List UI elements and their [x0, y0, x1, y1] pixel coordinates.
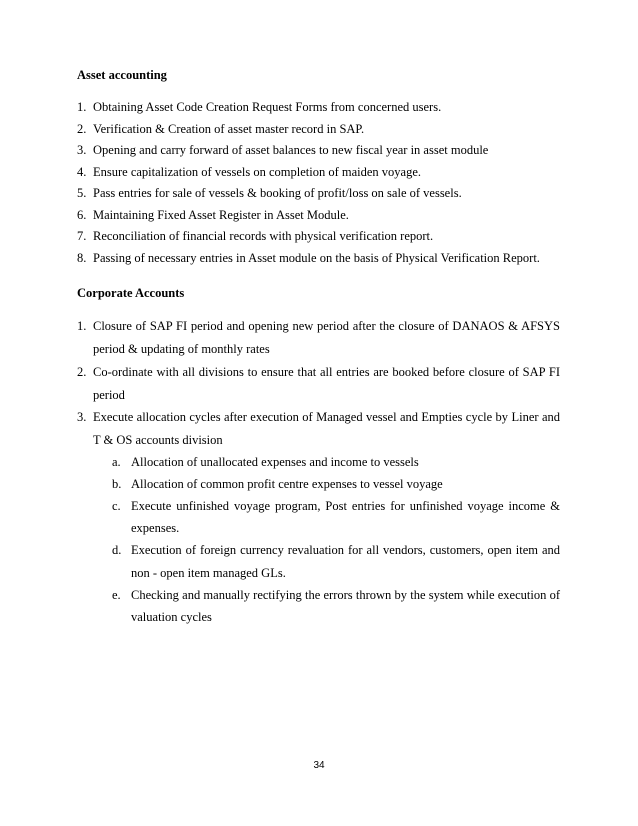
- sub-item-letter: b.: [112, 477, 122, 491]
- item-number: 1.: [77, 100, 87, 114]
- item-text: Maintaining Fixed Asset Register in Asset Module.: [93, 207, 349, 222]
- item-number: 1.: [77, 319, 87, 333]
- item-text: Pass entries for sale of vessels & booking of profit/loss on sale of vessels.: [93, 186, 462, 200]
- sub-item-letter: a.: [112, 455, 121, 469]
- sub-item-text-continued: valuation cycles: [131, 610, 212, 624]
- sub-item-text: Checking and manually rectifying the errors thrown by the system while execution of: [131, 588, 560, 602]
- item-number: 2.: [77, 365, 87, 379]
- item-text: Co-ordinate with all divisions to ensure that all entries are booked before closure of SAP FI: [93, 365, 560, 379]
- item-text-continued: period & updating of monthly rates: [93, 342, 270, 356]
- item-text: Closure of SAP FI period and opening new period after the closure of DANAOS & AFSYS: [93, 319, 560, 333]
- sub-item-text: Allocation of unallocated expenses and income to vessels: [131, 455, 419, 469]
- sub-item-text: Execution of foreign currency revaluation for all vendors, customers, open item and: [131, 543, 560, 557]
- item-text: Opening and carry forward of asset balances to new fiscal year in asset module: [93, 143, 489, 157]
- item-text-continued: T & OS accounts division: [93, 433, 223, 447]
- corporate-accounts-heading: Corporate Accounts: [77, 286, 185, 300]
- sub-item-text-continued: expenses.: [131, 521, 180, 535]
- item-number: 4.: [77, 164, 87, 179]
- item-number: 6.: [77, 207, 87, 222]
- item-text: Passing of necessary entries in Asset module on the basis of Physical Verification Report.: [93, 250, 540, 265]
- item-number: 3.: [77, 410, 87, 424]
- item-text: Verification & Creation of asset master record in SAP.: [93, 121, 365, 136]
- item-text: Obtaining Asset Code Creation Request Forms from concerned users.: [93, 100, 442, 114]
- sub-item-text-continued: non - open item managed GLs.: [131, 566, 286, 580]
- item-number: 2.: [77, 121, 87, 136]
- item-number: 7.: [77, 229, 87, 243]
- asset-accounting-heading: Asset accounting: [77, 68, 167, 82]
- item-text-continued: period: [93, 388, 125, 402]
- sub-item-text: Allocation of common profit centre expenses to vessel voyage: [131, 477, 443, 491]
- sub-item-text: Execute unfinished voyage program, Post entries for unfinished voyage income &: [131, 499, 560, 513]
- item-text: Execute allocation cycles after execution of Managed vessel and Empties cycle by Liner and: [93, 410, 560, 424]
- item-number: 8.: [77, 250, 87, 265]
- item-text: Ensure capitalization of vessels on completion of maiden voyage.: [93, 164, 422, 179]
- item-text: Reconciliation of financial records with physical verification report.: [93, 229, 434, 243]
- sub-item-letter: c.: [112, 499, 121, 513]
- sub-item-letter: d.: [112, 543, 122, 557]
- page-number: 34: [313, 760, 325, 771]
- item-number: 3.: [77, 143, 87, 157]
- item-number: 5.: [77, 186, 87, 200]
- sub-item-letter: e.: [112, 588, 121, 602]
